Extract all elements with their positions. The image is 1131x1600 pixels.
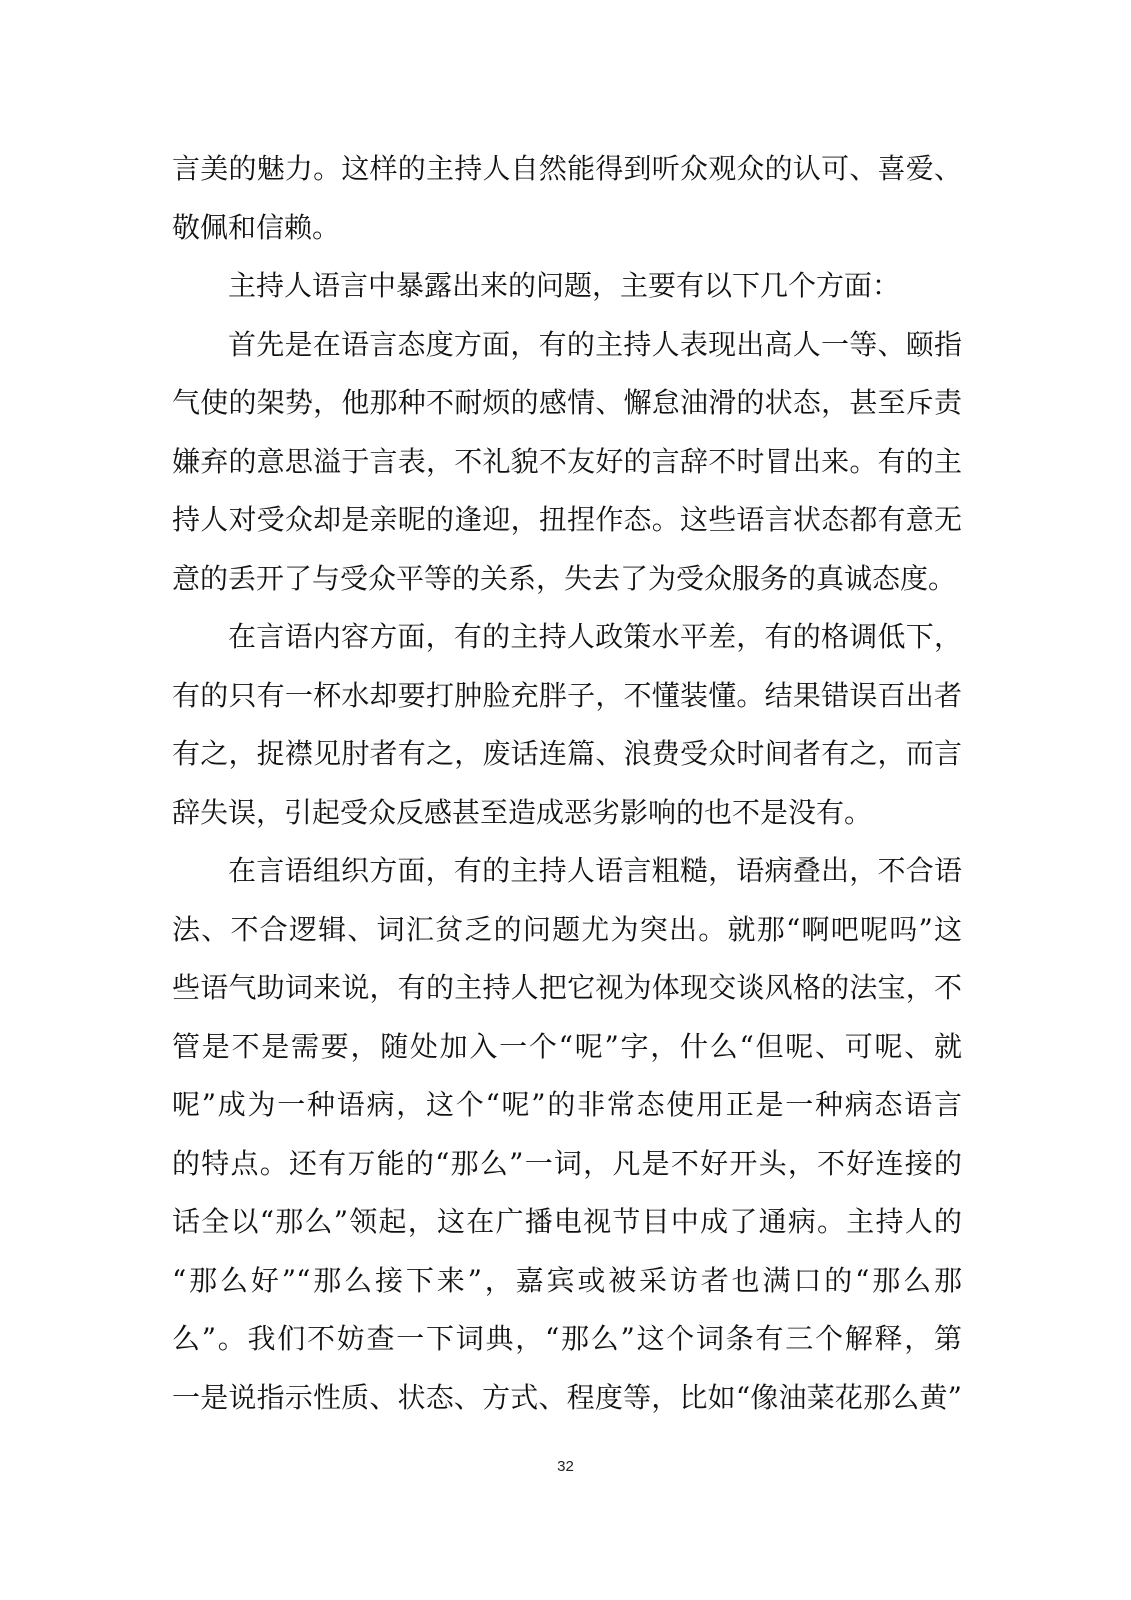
text-line: 首先是在语言态度方面，有的主持人表现出高人一等、颐指 (228, 327, 962, 361)
text-line: 言美的魅力。这样的主持人自然能得到听众观众的认可、喜爱、 (172, 152, 962, 185)
text-line: 有之，捉襟见肘者有之，废话连篇、浪费受众时间者有之，而言 (172, 737, 962, 770)
text-line: 的特点。还有万能的“那么”一词，凡是不好开头，不好连接的 (172, 1146, 962, 1180)
page-number: 32 (557, 1458, 574, 1475)
text-line: 些语气助词来说，有的主持人把它视为体现交谈风格的法宝，不 (172, 971, 962, 1004)
text-line: 在言语内容方面，有的主持人政策水平差，有的格调低下， (228, 620, 962, 653)
text-line: 话全以“那么”领起，这在广播电视节目中成了通病。主持人的 (172, 1205, 962, 1238)
body-text (172, 140, 962, 1427)
text-line: 管是不是需要，随处加入一个“呢”字，什么“但呢、可呢、就 (172, 1029, 962, 1063)
text-line: 主持人语言中暴露出来的问题，主要有以下几个方面： (228, 269, 901, 302)
text-line: 一是说指示性质、状态、方式、程度等，比如“像油菜花那么黄” (172, 1380, 962, 1414)
text-line: 么”。我们不妨查一下词典，“那么”这个词条有三个解释，第 (172, 1322, 962, 1355)
text-line: 持人对受众却是亲昵的逢迎，扭捏作态。这些语言状态都有意无 (172, 503, 962, 536)
text-line: “那么好”“那么接下来”，嘉宾或被采访者也满口的“那么那 (172, 1263, 962, 1297)
text-line: 呢”成为一种语病，这个“呢”的非常态使用正是一种病态语言 (172, 1088, 962, 1121)
text-line: 有的只有一杯水却要打肿脸充胖子，不懂装懂。结果错误百出者 (172, 678, 962, 712)
text-line: 在言语组织方面，有的主持人语言粗糙，语病叠出，不合语 (228, 854, 962, 887)
text-line: 法、不合逻辑、词汇贫乏的问题尤为突出。就那“啊吧呢吗”这 (172, 912, 962, 946)
text-line: 辞失误，引起受众反感甚至造成恶劣影响的也不是没有。 (172, 795, 873, 829)
text-line: 意的丢开了与受众平等的关系，失去了为受众服务的真诚态度。 (172, 561, 957, 595)
text-line: 气使的架势，他那种不耐烦的感情、懈怠油滑的状态，甚至斥责 (172, 386, 962, 419)
text-line: 嫌弃的意思溢于言表，不礼貌不友好的言辞不时冒出来。有的主 (172, 444, 962, 478)
text-line: 敬佩和信赖。 (172, 210, 341, 244)
